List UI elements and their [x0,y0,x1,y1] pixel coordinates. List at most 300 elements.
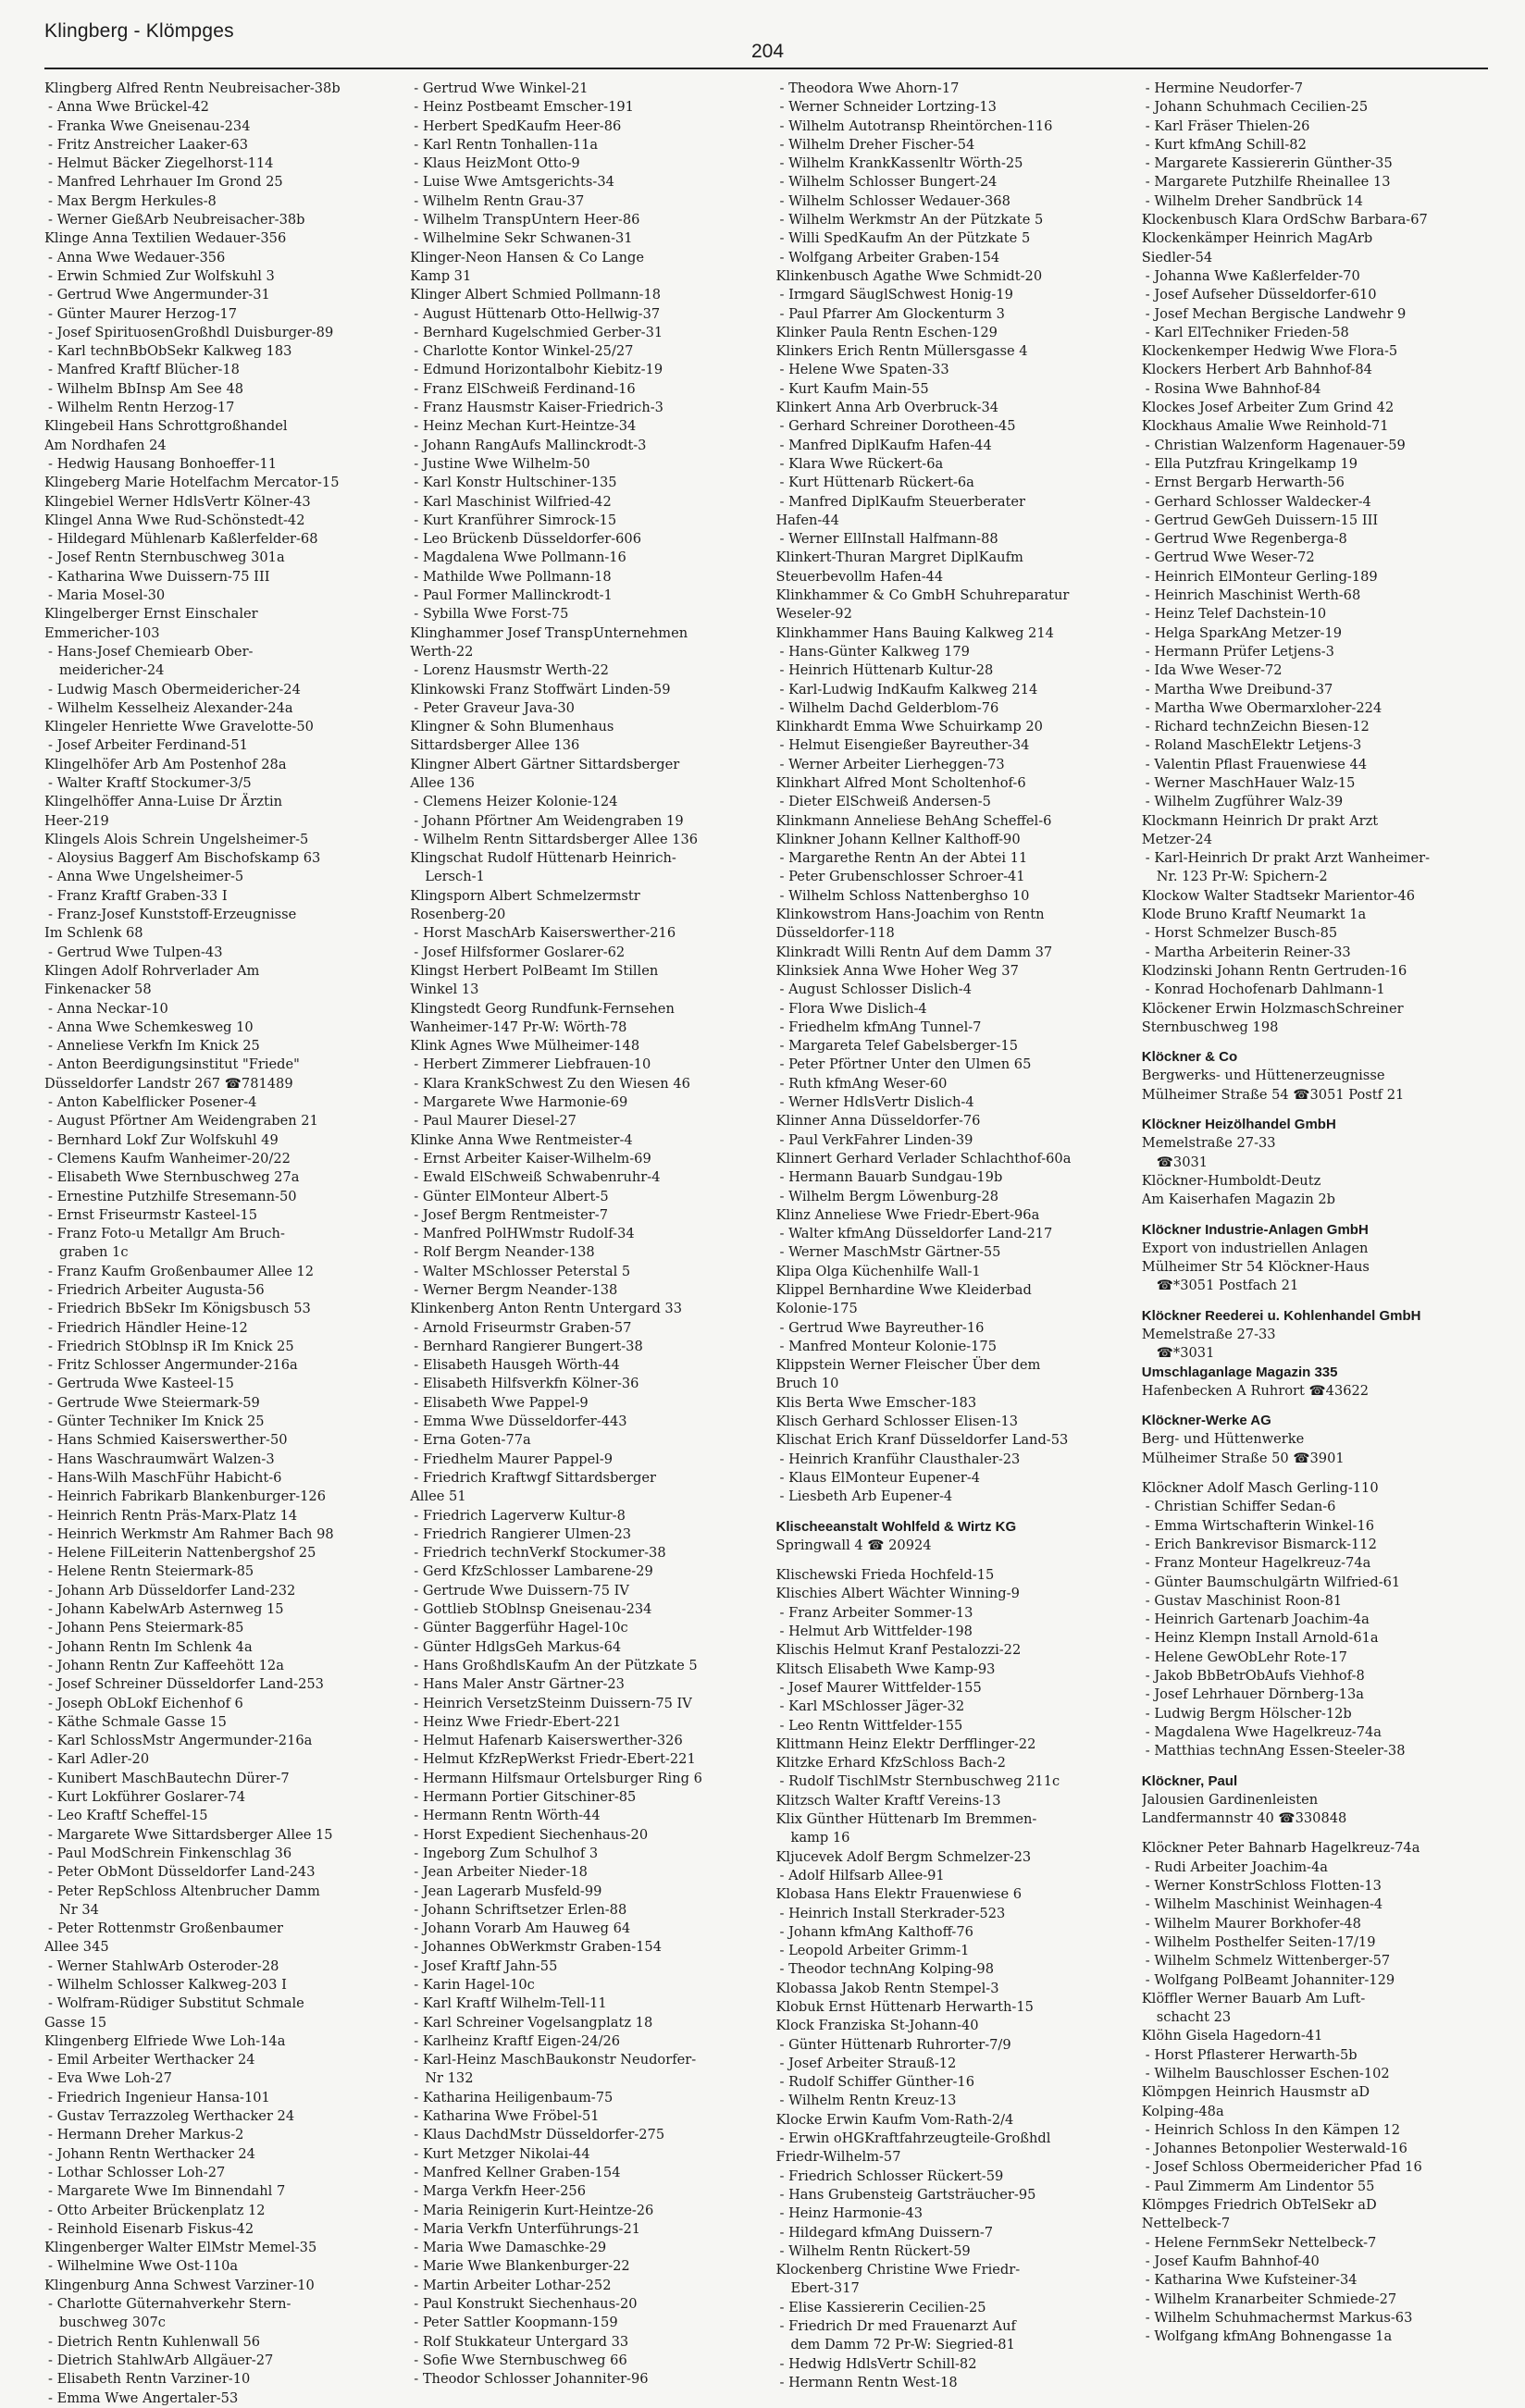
directory-entry: - Gustav Terrazzoleg Werthacker 24 [48,2108,295,2125]
directory-entry: - Wolfgang PolBeamt Johanniter-129 [1145,1971,1395,1988]
directory-entry-surname: Springwall 4 ☎ 20924 [775,1537,932,1553]
directory-entry: - Margarethe Rentn An der Abtei 11 [779,850,1028,867]
directory-entry: - Günter ElMonteur Albert-5 [414,1188,609,1204]
directory-entry: - Magdalena Wwe Pollmann-16 [414,550,626,566]
directory-entry: - Kurt Kaufm Main-55 [779,380,929,397]
directory-entry: - Wilhelm Autotransp Rheintörchen-116 [779,117,1053,134]
directory-entry-surname: Klinkowski Franz Stoffwärt Linden-59 [410,681,671,698]
directory-entry-surname: Klocke Erwin Kaufm Vom-Rath-2/4 [775,2111,1014,2128]
directory-entry: - Hans Schmied Kaiserswerther-50 [48,1432,288,1449]
directory-entry: - Friedrich Dr med Frauenarzt Auf [779,2318,1016,2335]
directory-entry: - Anna Wwe Ungelsheimer-5 [48,869,244,885]
directory-entry: - Horst Expedient Siechenhaus-20 [414,1826,649,1843]
directory-entry: - Matthias technAng Essen-Steeler-38 [1145,1743,1406,1760]
directory-entry: - Karin Hagel-10c [414,1976,535,1993]
directory-entry: - Kunibert MaschBautechn Dürer-7 [48,1770,290,1786]
directory-entry: - Theodora Wwe Ahorn-17 [779,80,960,96]
directory-entry: - Werner MaschMstr Gärtner-55 [779,1244,1001,1261]
entry-continuation: Nr. 123 Pr-W: Spichern-2 [1156,869,1328,885]
directory-entry-surname: Klink Agnes Wwe Mülheimer-148 [410,1038,640,1055]
entry-continuation: Lersch-1 [425,869,485,885]
directory-entry: - Theodor Schlosser Johanniter-96 [414,2371,649,2388]
directory-entry: - Wilhelm Schlosser Kalkweg-203 I [48,1976,287,1993]
directory-entry: - Jakob BbBetrObAufs Viehhof-8 [1145,1668,1365,1685]
directory-entry: - Rolf Stukkateur Untergard 33 [414,2333,629,2350]
directory-entry: - Peter Rottenmstr Großenbaumer [48,1920,283,1937]
directory-entry: - Helene GewObLehr Rote-17 [1145,1649,1347,1665]
directory-entry: - Ernst Friseurmstr Kasteel-15 [48,1206,258,1223]
directory-entry-surname: Allee 136 [410,774,475,791]
directory-entry: - Wilhelm Schmelz Wittenberger-57 [1145,1953,1391,1970]
directory-entry: - Heinz Klempn Install Arnold-61a [1145,1630,1379,1647]
directory-entry: - Karl Konstr Hultschiner-135 [414,475,617,491]
business-heading: Klöckner Industrie-Anlagen GmbH [1141,1221,1369,1238]
directory-entry-surname: Klöckner-Humboldt-Deutz [1141,1172,1321,1189]
directory-entry: - Josef Rentn Sternbuschweg 301a [48,550,285,566]
directory-entry: - Wilhelm Maschinist Weinhagen-4 [1145,1896,1383,1913]
directory-entry: - Werner HdlsVertr Dislich-4 [779,1094,974,1111]
directory-entry-surname: Klingebiel Werner HdlsVertr Kölner-43 [44,493,311,510]
directory-entry: - Klara Wwe Rückert-6a [779,455,944,472]
directory-entry: - Willi SpedKaufm An der Pützkate 5 [779,230,1031,247]
directory-entry: - Friedrich Lagerverw Kultur-8 [414,1507,626,1524]
header-divider [44,68,1488,69]
directory-entry-surname: Heer-219 [44,812,109,829]
directory-entry: - Franz Foto-u Metallgr Am Bruch- [48,1226,285,1242]
directory-entry: - Karl-Heinrich Dr prakt Arzt Wanheimer- [1145,850,1431,867]
directory-entry-surname: Klöckner Adolf Masch Gerling-110 [1141,1480,1379,1497]
directory-column-2 [410,80,761,2408]
directory-entry: - Wilhelm Rentn Kreuz-13 [779,2093,957,2109]
directory-entry-surname: Allee 345 [44,1939,109,1956]
directory-entry: - Clemens Heizer Kolonie-124 [414,794,618,810]
directory-entry: - Heinz Harmonie-43 [779,2205,924,2222]
directory-entry: - Emma Wirtschafterin Winkel-16 [1145,1517,1375,1534]
directory-entry: - Heinrich Hüttenarb Kultur-28 [779,662,994,679]
directory-entry: - Bernhard Rangierer Bungert-38 [414,1338,643,1354]
directory-entry: - Martha Arbeiterin Reiner-33 [1145,944,1351,960]
directory-entry-surname: Klöffler Werner Bauarb Am Luft- [1141,1990,1366,2007]
directory-entry-surname: Landfermannstr 40 ☎330848 [1141,1810,1347,1827]
directory-entry: - Margarete Kassiererin Günther-35 [1145,155,1393,172]
directory-entry-surname: Klitzsch Walter Kraftf Vereins-13 [775,1792,1001,1809]
directory-entry: - Margareta Telef Gabelsberger-15 [779,1038,1019,1055]
directory-entry: - Klaus ElMonteur Eupener-4 [779,1469,981,1486]
directory-entry: - Hildegard Mühlenarb Kaßlerfelder-68 [48,531,318,548]
directory-entry: - Erwin oHGKraftfahrzeugteile-Großhdl [779,2130,1051,2147]
directory-entry: - Jean Lagerarb Musfeld-99 [414,1883,602,1899]
directory-entry-surname: Klinkner Johann Kellner Kalthoff-90 [775,831,1021,847]
directory-entry-surname: Klöhn Gisela Hagedorn-41 [1141,2028,1323,2044]
directory-entry: - Rudolf TischlMstr Sternbuschweg 211c [779,1773,1060,1790]
directory-entry: - Wilhelm Zugführer Walz-39 [1145,794,1344,810]
directory-entry: - Josef Hilfsformer Goslarer-62 [414,944,626,960]
directory-entry: - Anna Neckar-10 [48,1000,168,1017]
directory-entry: - Otto Arbeiter Brückenplatz 12 [48,2202,266,2218]
directory-entry: - Gerhard Schreiner Dorotheen-45 [779,418,1016,435]
directory-entry-surname: Klix Günther Hüttenarb Im Bremmen- [775,1811,1037,1828]
directory-entry: - Christian Schiffer Sedan-6 [1145,1499,1336,1515]
directory-entry-surname: Kolonie-175 [775,1301,858,1317]
directory-entry: - Roland MaschElektr Letjens-3 [1145,737,1362,754]
directory-entry-surname: Sternbuschweg 198 [1141,1019,1279,1035]
directory-entry: - Josef Bergm Rentmeister-7 [414,1206,608,1223]
directory-entry: - Gertrude Wwe Duissern-75 IV [414,1582,629,1599]
directory-entry: - Hermann Hilfsmaur Ortelsburger Ring 6 [414,1770,702,1786]
directory-entry: - Wilhelmine Wwe Ost-110a [48,2258,239,2275]
directory-entry: - Margarete Wwe Sittardsberger Allee 15 [48,1826,333,1843]
directory-entry: - Franz ElSchweiß Ferdinand-16 [414,380,636,397]
directory-entry: - Helmut Eisengießer Bayreuther-34 [779,737,1030,754]
directory-entry: - Klaus DachdMstr Düsseldorfer-275 [414,2127,665,2143]
directory-entry: - Johann Rentn Zur Kaffeehött 12a [48,1657,284,1673]
directory-entry: - Elisabeth Wwe Pappel-9 [414,1394,589,1411]
directory-entry: - Heinrich Install Sterkrader-523 [779,1905,1006,1921]
business-heading: Klöckner-Werke AG [1141,1413,1271,1429]
directory-entry: - Günter HdlgsGeh Markus-64 [414,1638,622,1655]
directory-entry-surname: Weseler-92 [775,606,852,623]
directory-entry-surname: Steuerbevollm Hafen-44 [775,568,944,585]
directory-entry: - Johann Pens Steiermark-85 [48,1620,244,1636]
directory-entry-surname: Klinz Anneliese Wwe Friedr-Ebert-96a [775,1206,1040,1223]
directory-entry: - Ruth kfmAng Weser-60 [779,1075,948,1092]
directory-entry: - Helmut KfzRepWerkst Friedr-Ebert-221 [414,1751,696,1768]
directory-entry: - Ernestine Putzhilfe Stresemann-50 [48,1188,297,1204]
directory-entry: - Gertruda Wwe Kasteel-15 [48,1376,234,1392]
directory-entry: - Joseph ObLokf Eichenhof 6 [48,1695,243,1711]
directory-entry: - Marga Verkfn Heer-256 [414,2183,586,2200]
directory-entry: - Helmut Hafenarb Kaiserswerther-326 [414,1733,683,1749]
directory-entry: - Josef Kraftf Jahn-55 [414,1957,558,1974]
directory-entry: - Peter Pförtner Unter den Ulmen 65 [779,1056,1032,1073]
directory-entry: - August Schlosser Dislich-4 [779,982,972,998]
directory-entry: - Johannes Betonpolier Westerwald-16 [1145,2141,1407,2157]
directory-entry-surname: Klobuk Ernst Hüttenarb Herwarth-15 [775,1998,1034,2015]
directory-entry: - Martha Wwe Obermarxloher-224 [1145,699,1382,716]
directory-entry: - Wolfram-Rüdiger Substitut Schmale [48,1995,304,2012]
directory-entry: - Werner EllInstall Halfmann-88 [779,531,998,548]
directory-entry: - Justine Wwe Wilhelm-50 [414,455,590,472]
directory-entry: - Leo Kraftf Scheffel-15 [48,1808,208,1824]
directory-entry: - Wilhelm Rentn Rückert-59 [779,2242,971,2259]
directory-entry: - Klara KrankSchwest Zu den Wiesen 46 [414,1075,690,1092]
directory-entry: - Paul ModSchrein Finkenschlag 36 [48,1845,292,1861]
directory-entry-surname: Klinker Paula Rentn Eschen-129 [775,324,998,340]
directory-entry: - Sybilla Wwe Forst-75 [414,606,569,623]
directory-entry: - Konrad Hochofenarb Dahlmann-1 [1145,982,1385,998]
page-header-range: Klingberg - Klömpges [44,20,234,42]
directory-entry: - Wilhelmine Sekr Schwanen-31 [414,230,633,247]
directory-entry: - Hermann Prüfer Letjens-3 [1145,643,1334,660]
directory-entry: - Ludwig Bergm Hölscher-12b [1145,1705,1352,1722]
directory-entry: - Emma Wwe Düsseldorfer-443 [414,1414,627,1430]
directory-entry: - Gertrud Wwe Weser-72 [1145,550,1315,566]
directory-entry: - Wilhelm Rentn Herzog-17 [48,400,235,416]
directory-entry-surname: Klockenbusch Klara OrdSchw Barbara-67 [1141,212,1428,228]
directory-entry: - Heinz Telef Dachstein-10 [1145,606,1327,623]
directory-entry-surname: Klinkhammer & Co GmbH Schuhreparatur [775,587,1070,604]
directory-entry-surname: Klobasa Hans Elektr Frauenwiese 6 [775,1886,1023,1903]
directory-entry-surname: Klinkhardt Emma Wwe Schuirkamp 20 [775,719,1043,735]
directory-entry: - Ernst Arbeiter Kaiser-Wilhelm-69 [414,1150,651,1167]
directory-entry-surname: Klingstedt Georg Rundfunk-Fernsehen [410,1000,675,1017]
directory-column-1 [44,80,395,2408]
directory-entry-surname: Emmericher-103 [44,624,160,641]
directory-entry: - Johann RangAufs Mallinckrodt-3 [414,437,647,453]
directory-entry-surname: Klinkradt Willi Rentn Auf dem Damm 37 [775,944,1053,960]
directory-entry: - Heinz Wwe Friedr-Ebert-221 [414,1713,622,1730]
directory-entry: - Flora Wwe Dislich-4 [779,1000,927,1017]
directory-entry: - Heinz Mechan Kurt-Heintze-34 [414,418,637,435]
directory-entry: - Josef Schloss Obermeidericher Pfad 16 [1145,2159,1422,2176]
directory-entry: - Leo Brückenb Düsseldorfer-606 [414,531,641,548]
directory-entry-surname: Klinner Anna Düsseldorfer-76 [775,1113,981,1130]
directory-entry: - Erwin Schmied Zur Wolfskuhl 3 [48,267,275,284]
entry-continuation: buschweg 307c [59,2315,166,2331]
directory-entry-surname: Kolping-48a [1141,2103,1224,2119]
directory-entry: - Dietrich Rentn Kuhlenwall 56 [48,2333,261,2350]
entry-spacer [1142,1761,1493,1772]
directory-entry: - Wilhelm KrankKassenltr Wörth-25 [779,155,1023,172]
directory-entry: - Ella Putzfrau Kringelkamp 19 [1145,455,1358,472]
directory-entry: - Paul Konstrukt Siechenhaus-20 [414,2296,638,2313]
directory-entry: - Ida Wwe Weser-72 [1145,662,1283,679]
directory-entry: - Walter MSchlosser Peterstal 5 [414,1263,631,1279]
directory-entry: - Franka Wwe Gneisenau-234 [48,117,251,134]
directory-entry: - Bernhard Kugelschmied Gerber-31 [414,324,663,340]
directory-entry-surname: Nettelbeck-7 [1141,2216,1231,2232]
directory-entry: - Heinrich ElMonteur Gerling-189 [1145,568,1378,585]
directory-entry: - Ludwig Masch Obermeidericher-24 [48,681,301,698]
directory-entry: - Johann Vorarb Am Hauweg 64 [414,1920,631,1937]
directory-entry-surname: Kamp 31 [410,267,472,284]
directory-entry-surname: Klingsporn Albert Schmelzermstr [410,887,640,904]
directory-entry: - Gustav Maschinist Roon-81 [1145,1592,1343,1609]
directory-entry: - Walter Kraftf Stockumer-3/5 [48,774,252,791]
directory-entry: - Martha Wwe Dreibund-37 [1145,681,1333,698]
directory-entry-surname: Klingst Herbert PolBeamt Im Stillen [410,962,659,979]
directory-entry: - Charlotte Güternahverkehr Stern- [48,2296,291,2313]
directory-entry: - Josef Aufseher Düsseldorfer-610 [1145,287,1377,303]
directory-entry-surname: Klischat Erich Kranf Düsseldorfer Land-53 [775,1432,1069,1449]
directory-entry-surname: Klobassa Jakob Rentn Stempel-3 [775,1980,999,1996]
directory-entry-surname: Klode Bruno Kraftf Neumarkt 1a [1141,907,1367,923]
entry-continuation: ☎3031 [1156,1154,1209,1170]
directory-column-4 [1142,80,1493,2408]
directory-entry: - Elisabeth Rentn Varziner-10 [48,2371,251,2388]
directory-entry: - Helene Rentn Steiermark-85 [48,1563,254,1580]
directory-entry-surname: Klinkers Erich Rentn Müllersgasse 4 [775,343,1028,360]
directory-entry-surname: Memelstraße 27-33 [1141,1327,1276,1342]
directory-entry: - Karlheinz Kraftf Eigen-24/26 [414,2032,621,2049]
directory-entry: - Manfred Kellner Graben-154 [414,2164,621,2180]
directory-entry: - Manfred Kraftf Blücher-18 [48,362,240,378]
directory-entry: - Johannes ObWerkmstr Graben-154 [414,1939,662,1956]
directory-entry: - Gertrude Wwe Steiermark-59 [48,1394,260,1411]
page-number: 204 [751,41,785,62]
directory-entry-surname: Hafenbecken A Ruhrort ☎43622 [1141,1382,1370,1399]
directory-entry-surname: Winkel 13 [410,982,479,998]
directory-entry: - Karl-Heinz MaschBaukonstr Neudorfer- [414,2052,697,2068]
directory-entry: - Maria Mosel-30 [48,587,166,604]
directory-entry-surname: Wanheimer-147 Pr-W: Wörth-78 [410,1019,627,1035]
directory-entry: - Karl Kraftf Wilhelm-Tell-11 [414,1995,607,2012]
directory-entry-surname: Klingner Albert Gärtner Sittardsberger [410,756,680,772]
directory-entry: - Valentin Pflast Frauenwiese 44 [1145,756,1368,772]
entry-spacer [1142,1037,1493,1048]
directory-entry: - Wolfgang Arbeiter Graben-154 [779,249,1000,265]
directory-entry: - Wilhelm Schloss Nattenberghso 10 [779,887,1030,904]
directory-entry: - Hermann Portier Gitschiner-85 [414,1789,637,1806]
directory-entry: - Ernst Bergarb Herwarth-56 [1145,475,1345,491]
directory-entry-surname: Klingelberger Ernst Einschaler [44,606,258,623]
directory-entry: - Werner KonstrSchloss Flotten-13 [1145,1878,1382,1895]
directory-entry: - Charlotte Kontor Winkel-25/27 [414,343,634,360]
directory-entry-surname: Klinkenberg Anton Rentn Untergard 33 [410,1301,682,1317]
directory-entry: - Helene FernmSekr Nettelbeck-7 [1145,2234,1377,2251]
directory-entry: - Wilhelm Posthelfer Seiten-17/19 [1145,1933,1376,1950]
directory-entry-surname: Klinnert Gerhard Verlader Schlachthof-60a [775,1150,1072,1167]
directory-entry: - Anna Wwe Wedauer-356 [48,249,226,265]
directory-entry: - August Hüttenarb Otto-Hellwig-37 [414,305,661,322]
directory-entry: - Elisabeth Wwe Sternbuschweg 27a [48,1169,300,1186]
directory-entry: - Fritz Schlosser Angermunder-216a [48,1357,298,1374]
directory-entry-surname: Klingelhöffer Anna-Luise Dr Ärztin [44,794,283,810]
directory-entry-surname: Klingenberg Elfriede Wwe Loh-14a [44,2032,286,2049]
directory-entry: - Margarete Wwe Harmonie-69 [414,1094,628,1111]
directory-entry: - Friedrich Ingenieur Hansa-101 [48,2089,270,2105]
directory-entry-surname: Klinkert Anna Arb Overbruck-34 [775,400,999,416]
directory-entry: - Gerd KfzSchlosser Lambarene-29 [414,1563,653,1580]
directory-entry: - Friedrich Schlosser Rückert-59 [779,2167,1004,2184]
directory-entry: - Josef Maurer Wittfelder-155 [779,1679,982,1696]
entry-continuation: Nr 132 [425,2070,474,2087]
business-heading: Klöckner Reederei u. Kohlenhandel GmbH [1141,1307,1421,1324]
directory-entry: - Hermann Rentn Wörth-44 [414,1808,601,1824]
directory-entry-surname: Klömpgen Heinrich Hausmstr aD [1141,2084,1370,2101]
directory-entry-surname: Düsseldorfer Landstr 267 ☎781489 [44,1075,293,1092]
directory-entry-surname: Mülheimer Straße 54 ☎3051 Postf 21 [1141,1086,1405,1103]
directory-entry: - Friedrich Arbeiter Augusta-56 [48,1282,265,1298]
directory-entry: - Wilhelm Schlosser Wedauer-368 [779,192,1010,209]
directory-entry: - Hans-Josef Chemiearb Ober- [48,643,254,660]
directory-entry: - Günter Baggerführ Hagel-10c [414,1620,628,1636]
directory-entry: - Mathilde Wwe Pollmann-18 [414,568,612,585]
directory-entry: - Paul Zimmerm Am Lindentor 55 [1145,2178,1375,2194]
directory-entry: - Günter Hüttenarb Ruhrorter-7/9 [779,2036,1011,2053]
directory-entry: - Manfred Lehrhauer Im Grond 25 [48,174,283,191]
directory-entry: - Werner Bergm Neander-138 [414,1282,618,1298]
directory-entry: - Wolfgang kfmAng Bohnengasse 1a [1145,2328,1393,2345]
directory-entry: - Luise Wwe Amtsgerichts-34 [414,174,614,191]
entry-continuation: Nr 34 [59,1901,99,1918]
directory-entry: - Helene FilLeiterin Nattenbergshof 25 [48,1545,316,1562]
directory-entry-surname: Klockmann Heinrich Dr prakt Arzt [1141,812,1379,829]
directory-entry: - Max Bergm Herkules-8 [48,192,217,209]
directory-entry: - Josef Lehrhauer Dörnberg-13a [1145,1686,1364,1703]
directory-entry: - Günter Baumschulgärtn Wilfried-61 [1145,1574,1401,1590]
directory-entry: - Johann Pförtner Am Weidengraben 19 [414,812,684,829]
directory-entry: - Kurt Metzger Nikolai-44 [414,2145,590,2162]
directory-entry: - Johann Schriftsetzer Erlen-88 [414,1901,627,1918]
directory-entry-surname: Klingeler Henriette Wwe Gravelotte-50 [44,719,314,735]
directory-entry: - Heinz Postbeamt Emscher-191 [414,99,634,116]
directory-entry: - Maria Wwe Damaschke-29 [414,2240,607,2256]
directory-entry: - Hans Waschraumwärt Walzen-3 [48,1451,275,1467]
directory-entry: - Werner Arbeiter Lierheggen-73 [779,756,1005,772]
directory-entry: - Ewald ElSchweiß Schwabenruhr-4 [414,1169,661,1186]
directory-entry: - Wilhelm BbInsp Am See 48 [48,380,244,397]
directory-entry-surname: Klockers Herbert Arb Bahnhof-84 [1141,362,1372,378]
entry-spacer [1142,1468,1493,1479]
directory-entry: - Kurt Kranführer Simrock-15 [414,512,617,528]
directory-entry-surname: Jalousien Gardinenleisten [1141,1791,1319,1808]
entry-spacer [776,1555,1127,1566]
directory-entry: - Johann Rentn Werthacker 24 [48,2145,255,2162]
directory-entry: - Hans Grubensteig Gartsträucher-95 [779,2186,1036,2203]
business-heading: Umschlaganlage Magazin 335 [1141,1364,1338,1380]
directory-entry: - Josef Arbeiter Ferdinand-51 [48,737,248,754]
directory-entry: - Horst Schmelzer Busch-85 [1145,925,1338,942]
directory-entry: - Heinrich VersetzSteinm Duissern-75 IV [414,1695,692,1711]
directory-entry: - Franz Monteur Hagelkreuz-74a [1145,1555,1371,1572]
directory-entry: - Horst Pflasterer Herwarth-5b [1145,2046,1358,2063]
directory-entry-surname: Klinghammer Josef TranspUnternehmen [410,624,688,641]
directory-entry: - Peter Sattler Koopmann-159 [414,2315,618,2331]
directory-entry: - Leo Rentn Wittfelder-155 [779,1717,963,1734]
directory-entry-surname: Klisch Gerhard Schlosser Elisen-13 [775,1414,1019,1430]
directory-entry: - Clemens Kaufm Wanheimer-20/22 [48,1150,291,1167]
directory-entry: - Anton Beerdigungsinstitut "Friede" [48,1056,300,1073]
directory-entry: - Josef Schreiner Düsseldorfer Land-253 [48,1676,324,1693]
directory-entry: - Peter Graveur Java-30 [414,699,575,716]
directory-entry: - Theodor technAng Kolping-98 [779,1961,994,1978]
directory-entry-surname: Bergwerks- und Hüttenerzeugnisse [1141,1068,1385,1084]
directory-entry: - Johann Schuhmach Cecilien-25 [1145,99,1369,116]
directory-entry: - Wilhelm Rentn Grau-37 [414,192,585,209]
directory-entry: - Gertrud GewGeh Duissern-15 III [1145,512,1379,528]
directory-entry: - Friedhelm kfmAng Tunnel-7 [779,1019,982,1035]
directory-entry: - Karl MSchlosser Jäger-32 [779,1698,965,1715]
directory-entry: - Gertrud Wwe Angermunder-31 [48,287,270,303]
directory-entry: - Franz Hausmstr Kaiser-Friedrich-3 [414,400,663,416]
directory-entry-surname: Am Nordhafen 24 [44,437,167,453]
directory-entry: - Sofie Wwe Sternbuschweg 66 [414,2352,627,2368]
directory-entry: - Johann Rentn Im Schlenk 4a [48,1638,253,1655]
directory-entry: - Kurt Hüttenarb Rückert-6a [779,475,974,491]
directory-entry: - Liesbeth Arb Eupener-4 [779,1488,953,1505]
directory-entry: - Martin Arbeiter Lothar-252 [414,2277,612,2293]
directory-entry: - Wilhelm TranspUntern Heer-86 [414,212,640,228]
directory-entry-surname: Klinge Anna Textilien Wedauer-356 [44,230,287,247]
directory-entry: - Johann Arb Düsseldorfer Land-232 [48,1582,296,1599]
directory-entry-surname: Bruch 10 [775,1376,839,1392]
directory-entry-surname: Klingenburg Anna Schwest Varziner-10 [44,2277,315,2293]
directory-entry-surname: Düsseldorfer-118 [775,925,895,942]
directory-entry: - Hermann Bauarb Sundgau-19b [779,1169,1003,1186]
directory-entry: - Walter kfmAng Düsseldorfer Land-217 [779,1226,1053,1242]
directory-entry: - Herbert SpedKaufm Heer-86 [414,117,622,134]
directory-entry: - Wilhelm Maurer Borkhofer-48 [1145,1915,1361,1932]
directory-entry: - Friedrich StOblnsp iR Im Knick 25 [48,1338,294,1354]
directory-entry: - Maria Reinigerin Kurt-Heintze-26 [414,2202,654,2218]
directory-entry: - Werner GießArb Neubreisacher-38b [48,212,305,228]
directory-entry-surname: Berg- und Hüttenwerke [1141,1431,1305,1448]
directory-entry: - Wilhelm Dachd Gelderblom-76 [779,699,999,716]
directory-entry-surname: Klockow Walter Stadtsekr Marientor-46 [1141,887,1416,904]
directory-entry: - Gottlieb StOblnsp Gneisenau-234 [414,1601,652,1618]
directory-entry: - Rosina Wwe Bahnhof-84 [1145,380,1321,397]
